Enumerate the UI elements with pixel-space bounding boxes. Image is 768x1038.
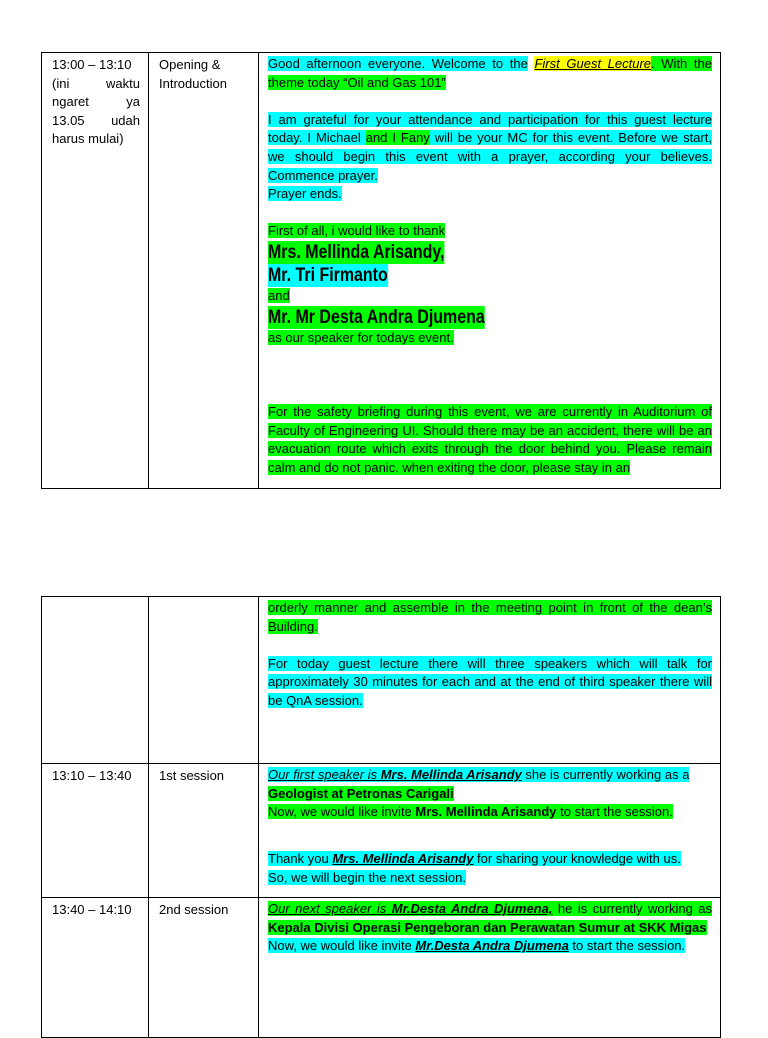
- session-text: Opening & Introduction: [159, 57, 227, 91]
- rundown-table-part2: [41, 596, 721, 1038]
- script-cell: [259, 898, 721, 1038]
- session-cell: 1st session: [149, 764, 259, 898]
- lecture-title: First Guest Lecture: [534, 56, 652, 71]
- time-note: (ini waktu ngaret ya 13.05 udah harus mulai): [52, 75, 140, 147]
- safety-paragraph: For the safety briefing during this event, we are currently in Auditorium of Faculty of Engineering UI. Should there may be an accident, there will be an evacuation route which exits through the door behind you. Please remain calm and do not panic. when exiting the door, please stay in an: [268, 404, 712, 475]
- thanks-block: First of all, i would like to thank Mrs. Mellinda Arisandy, Mr. Tri Firmanto and Mr. Mr Desta Andra Djumena as our speaker for todays event.: [268, 223, 485, 345]
- time-text: 13:00 – 13:10: [52, 57, 132, 72]
- time-cell: [42, 597, 149, 764]
- first-speaker-intro: Our first speaker is Mrs. Mellinda Arisandy she is currently working as a Geologist at Petronas Carigali Now, we would like invite Mrs. Mellinda Arisandy to start the session.: [268, 767, 690, 820]
- first-speaker-thanks: Thank you Mrs. Mellinda Arisandy for sharing your knowledge with us. So, we will begin the next session.: [268, 851, 681, 885]
- second-speaker-intro: Our next speaker is Mr.Desta Andra Djumena, he is currently working as Kepala Divisi Operasi Pengeboran dan Perawatan Sumur at SKK Migas Now, we would like invite Mr.Desta Andra Djumena to start the session.: [268, 901, 713, 954]
- speaker-name-2: Mr. Tri Firmanto: [268, 264, 388, 286]
- time-cell: 13:40 – 14:10: [42, 898, 149, 1038]
- rundown-table-part1: [41, 52, 721, 489]
- session-cell: [149, 53, 259, 489]
- welcome-paragraph: Good afternoon everyone. Welcome to the First Guest Lecture. With the theme today “Oil and Gas 101”: [268, 56, 712, 90]
- table-row: [42, 898, 721, 1038]
- table-row: [42, 53, 721, 489]
- script-cell: [259, 597, 721, 764]
- time-cell: [42, 53, 149, 489]
- script-cell: [259, 53, 721, 489]
- time-cell: 13:10 – 13:40: [42, 764, 149, 898]
- speaker-name-1: Mrs. Mellinda Arisandy,: [268, 241, 445, 263]
- session-cell: [149, 597, 259, 764]
- session-cell: 2nd session: [149, 898, 259, 1038]
- attendance-paragraph: I am grateful for your attendance and participation for this guest lecture today. I Michael and I Fany will be your MC for this event. Before we start, we should begin this event with a prayer, according your believes. Commence prayer. Prayer ends.: [268, 111, 712, 202]
- table-row: [42, 764, 721, 898]
- table-row: [42, 597, 721, 764]
- safety-paragraph-cont: orderly manner and assemble in the meeting point in front of the dean’s Building.: [268, 600, 712, 634]
- speakers-info-paragraph: For today guest lecture there will three speakers which will talk for approximately 30 minutes for each and at the end of third speaker there will be QnA session.: [268, 655, 712, 708]
- speaker-name-3: Mr. Mr Desta Andra Djumena: [268, 306, 485, 328]
- script-cell: [259, 764, 721, 898]
